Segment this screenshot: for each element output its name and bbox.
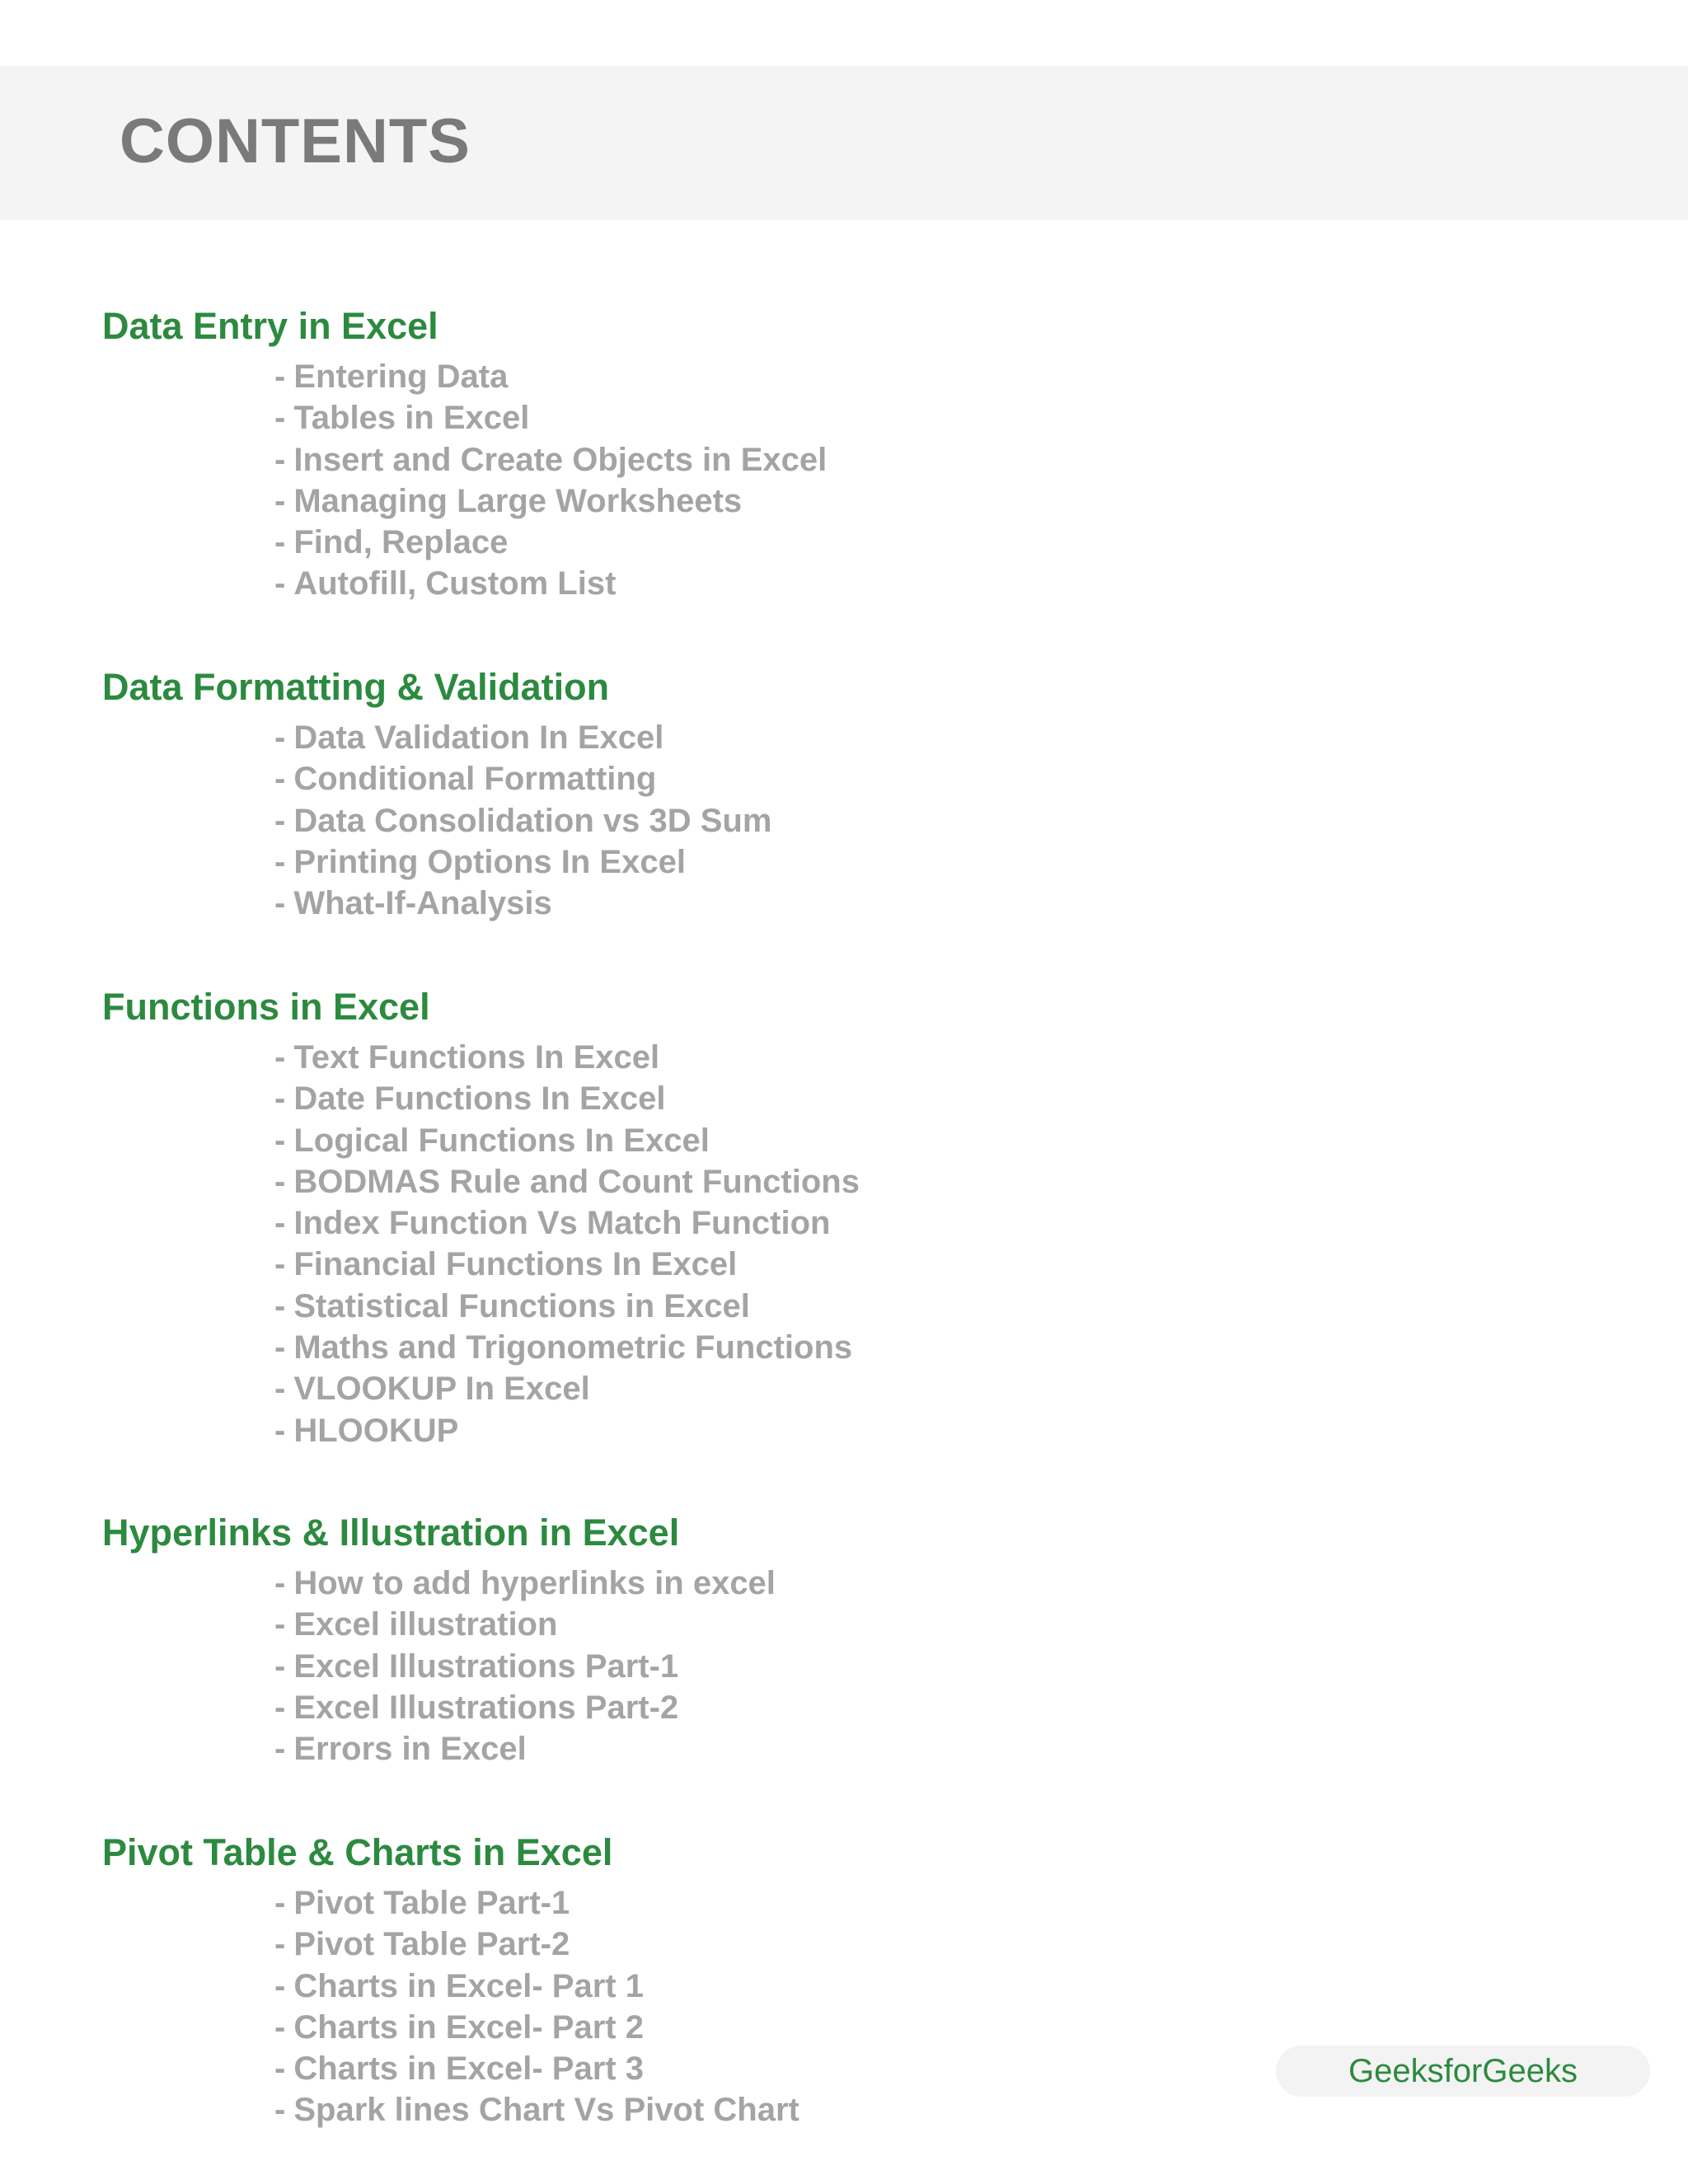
toc-item[interactable]: - Printing Options In Excel bbox=[274, 843, 686, 880]
toc-item[interactable]: - Excel Illustrations Part-1 bbox=[274, 1647, 679, 1685]
toc-item[interactable]: - Financial Functions In Excel bbox=[274, 1246, 738, 1283]
toc-item[interactable]: - Charts in Excel- Part 3 bbox=[274, 2050, 644, 2088]
section-item-list bbox=[274, 356, 827, 605]
toc-item[interactable]: - Insert and Create Objects in Excel bbox=[274, 441, 828, 478]
toc-item[interactable]: - Errors in Excel bbox=[274, 1731, 527, 1768]
toc-item[interactable]: - Data Consolidation vs 3D Sum bbox=[274, 802, 772, 839]
section-heading[interactable]: Hyperlinks & Illustration in Excel bbox=[102, 1511, 680, 1554]
brand-badge bbox=[1276, 2046, 1650, 2097]
toc-item[interactable]: - Entering Data bbox=[274, 359, 509, 395]
toc-item[interactable]: - Logical Functions In Excel bbox=[274, 1122, 710, 1159]
toc-item[interactable]: - Statistical Functions in Excel bbox=[274, 1287, 750, 1324]
toc-item[interactable]: - Maths and Trigonometric Functions bbox=[274, 1329, 853, 1366]
section-item-list bbox=[274, 1037, 860, 1451]
toc-item[interactable]: - Autofill, Custom List bbox=[274, 565, 617, 602]
brand-logo-text: GeeksforGeeks bbox=[1348, 2052, 1578, 2089]
toc-item[interactable]: - Conditional Formatting bbox=[274, 761, 657, 798]
section-heading[interactable]: Data Formatting & Validation bbox=[102, 666, 610, 708]
toc-item[interactable]: - Find, Replace bbox=[274, 524, 509, 561]
toc-item[interactable]: - Charts in Excel- Part 2 bbox=[274, 2008, 644, 2046]
toc-item[interactable]: - VLOOKUP In Excel bbox=[274, 1371, 590, 1408]
toc-item[interactable]: - What-If-Analysis bbox=[274, 885, 552, 922]
toc-item[interactable]: - How to add hyperlinks in excel bbox=[274, 1565, 776, 1601]
toc-item[interactable]: - Charts in Excel- Part 1 bbox=[274, 1967, 644, 2004]
toc-item[interactable]: - Managing Large Worksheets bbox=[274, 482, 743, 519]
section-heading[interactable]: Functions in Excel bbox=[102, 986, 430, 1028]
section-item-list bbox=[274, 1563, 776, 1769]
toc-item[interactable]: - Text Functions In Excel bbox=[274, 1039, 660, 1076]
toc-item[interactable]: - Excel Illustrations Part-2 bbox=[274, 1689, 679, 1726]
toc-item[interactable]: - Pivot Table Part-1 bbox=[274, 1885, 570, 1921]
toc-item[interactable]: - Pivot Table Part-2 bbox=[274, 1926, 570, 1963]
toc-item[interactable]: - BODMAS Rule and Count Functions bbox=[274, 1163, 860, 1200]
toc-item[interactable]: - Index Function Vs Match Function bbox=[274, 1205, 831, 1242]
section-heading[interactable]: Pivot Table & Charts in Excel bbox=[102, 1831, 613, 1873]
toc-item[interactable]: - Data Validation In Excel bbox=[274, 719, 664, 756]
page-title: CONTENTS bbox=[120, 106, 471, 176]
toc-item[interactable]: - Spark lines Chart Vs Pivot Chart bbox=[274, 2092, 799, 2129]
section-item-list bbox=[274, 1882, 799, 2131]
toc-item[interactable]: - HLOOKUP bbox=[274, 1412, 459, 1449]
toc-item[interactable]: - Date Functions In Excel bbox=[274, 1080, 666, 1118]
toc-item[interactable]: - Excel illustration bbox=[274, 1606, 558, 1643]
toc-item[interactable]: - Tables in Excel bbox=[274, 400, 530, 437]
section-heading[interactable]: Data Entry in Excel bbox=[102, 305, 438, 347]
section-item-list bbox=[274, 717, 771, 924]
